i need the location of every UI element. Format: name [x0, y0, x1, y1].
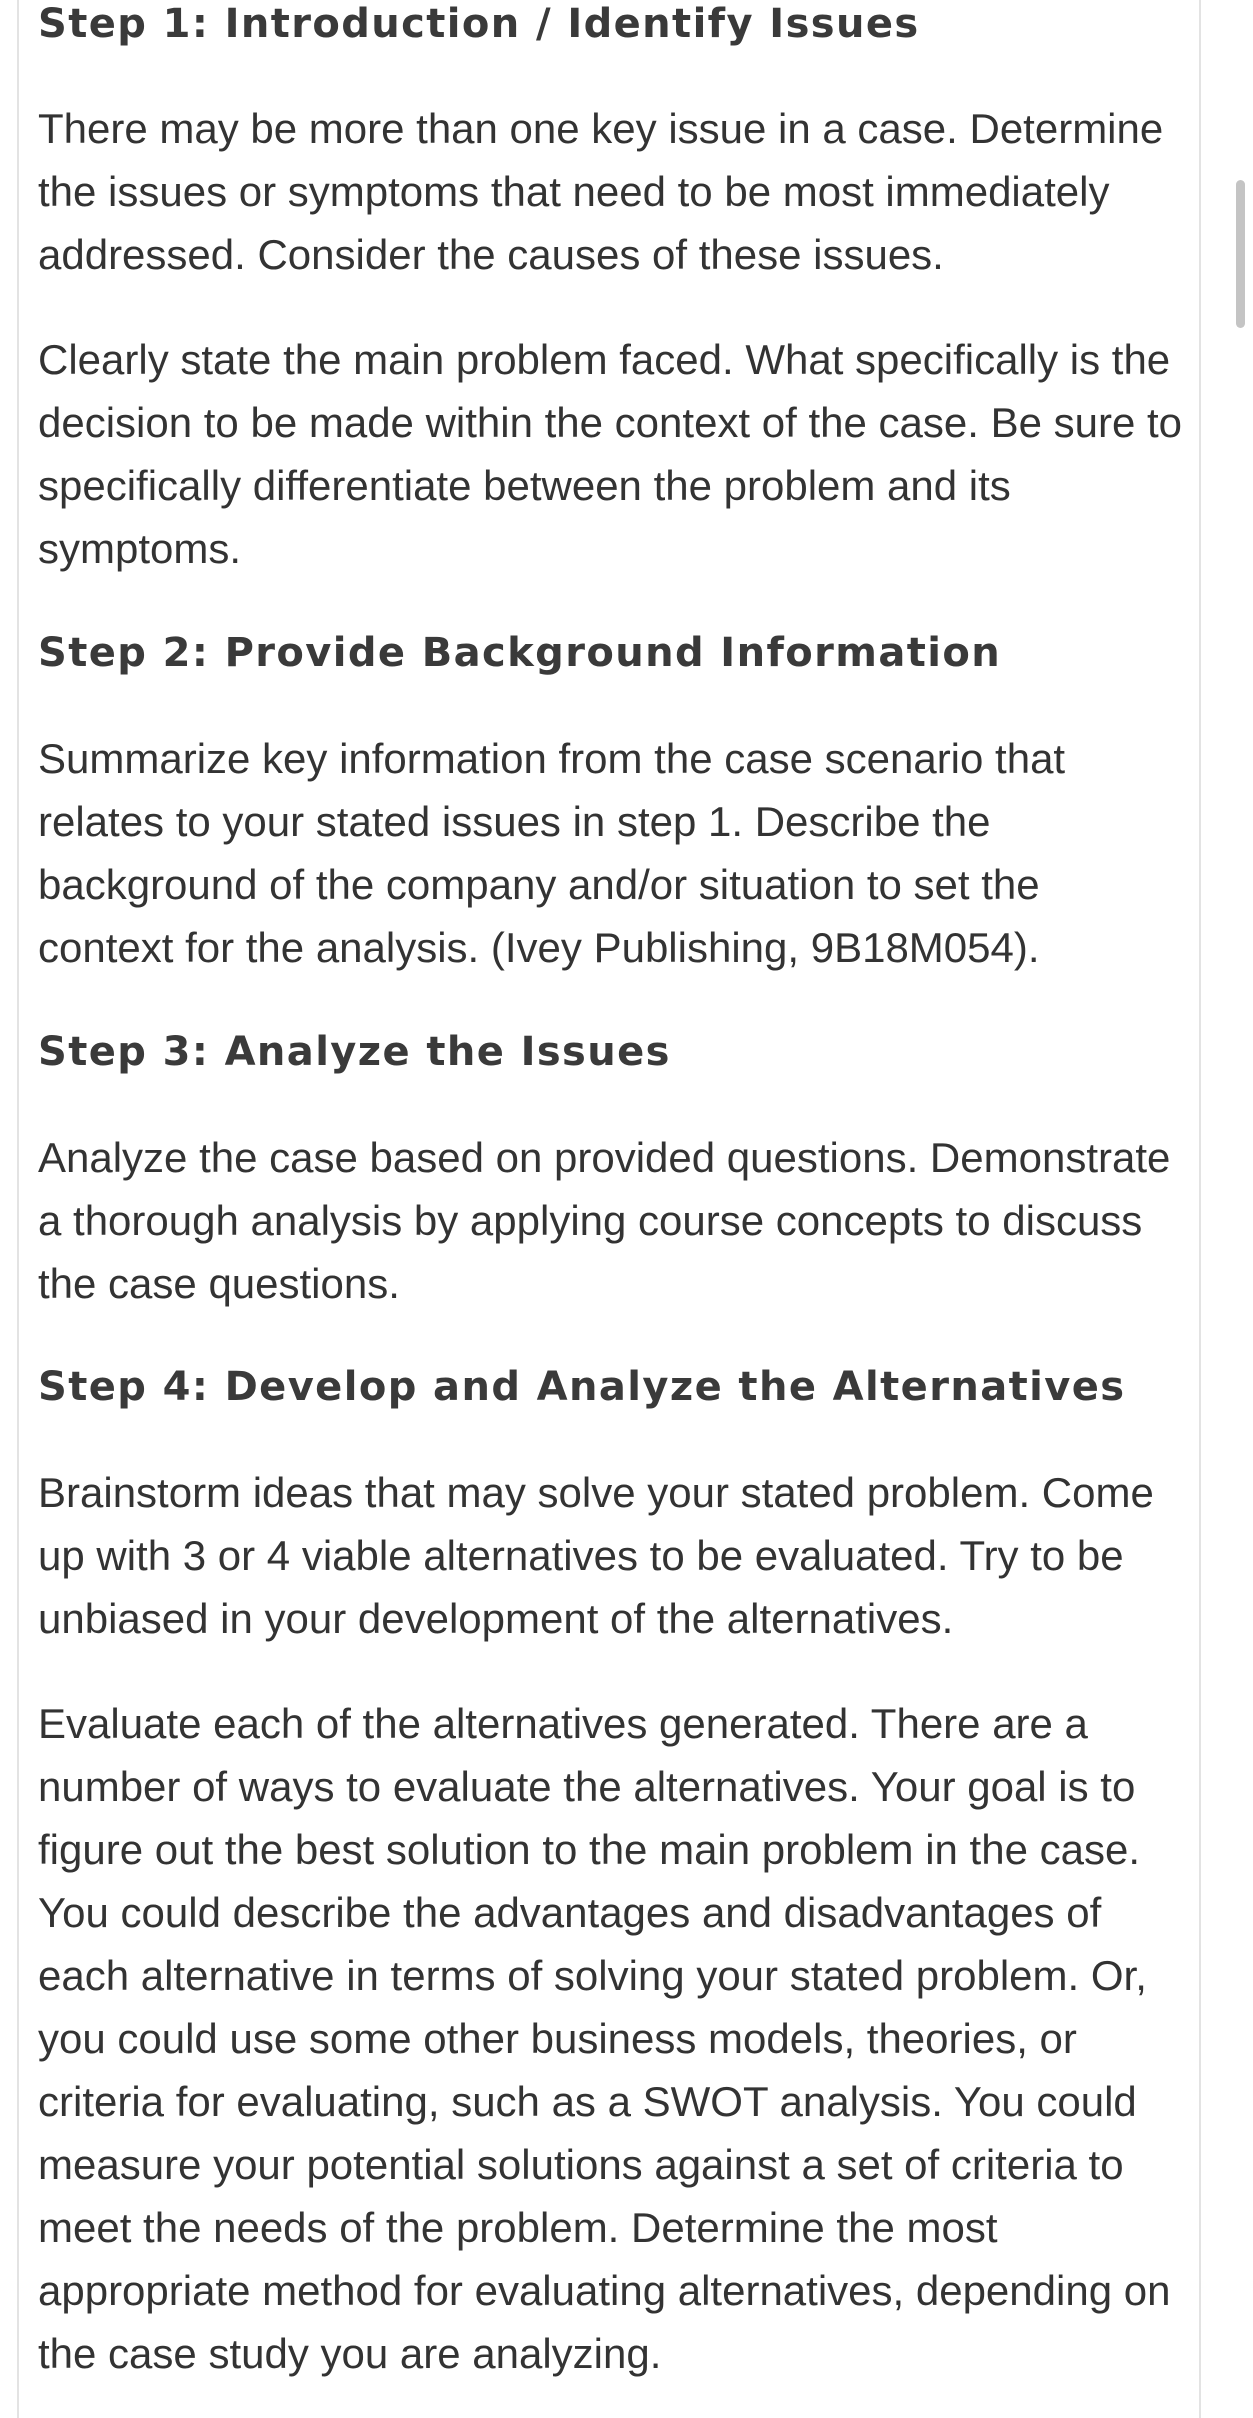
text-line: relates to your stated issues in step 1. Describe the: [38, 798, 991, 845]
text-line: figure out the best solution to the main problem in the case.: [38, 1826, 1140, 1873]
text-line: the case study you are analyzing.: [38, 2330, 662, 2377]
step-4-paragraph-1: [38, 1461, 1154, 1650]
step-2-heading: Step 2: Provide Background Information: [38, 630, 1002, 676]
text-line: criteria for evaluating, such as a SWOT analysis. You could: [38, 2078, 1137, 2125]
step-4-heading: Step 4: Develop and Analyze the Alternatives: [38, 1364, 1126, 1410]
text-line: symptoms.: [38, 525, 242, 572]
scrollbar-thumb[interactable]: [1236, 180, 1245, 328]
text-line: decision to be made within the context of the case. Be sure to: [38, 399, 1183, 446]
text-line: number of ways to evaluate the alternatives. Your goal is to: [38, 1763, 1136, 1810]
text-line: Analyze the case based on provided questions. Demonstrate: [38, 1134, 1171, 1181]
step-1-paragraph-2: [38, 328, 1182, 580]
text-line: you could use some other business models, theories, or: [38, 2015, 1077, 2062]
step-3-heading: Step 3: Analyze the Issues: [38, 1029, 671, 1075]
text-line: appropriate method for evaluating alternatives, depending on: [38, 2267, 1171, 2314]
text-line: unbiased in your development of the alternatives.: [38, 1595, 954, 1642]
text-line: specifically differentiate between the problem and its: [38, 462, 1011, 509]
text-line: You could describe the advantages and disadvantages of: [38, 1889, 1102, 1936]
step-1-heading: Step 1: Introduction / Identify Issues: [38, 1, 920, 47]
text-line: Evaluate each of the alternatives generated. There are a: [38, 1700, 1088, 1747]
step-1-paragraph-1: [38, 97, 1163, 286]
text-line: Brainstorm ideas that may solve your stated problem. Come: [38, 1469, 1154, 1516]
text-line: each alternative in terms of solving your stated problem. Or,: [38, 1952, 1147, 1999]
text-line: Summarize key information from the case scenario that: [38, 735, 1066, 782]
text-line: meet the needs of the problem. Determine the most: [38, 2204, 998, 2251]
text-line: background of the company and/or situation to set the: [38, 861, 1040, 908]
step-3-paragraph-1: [38, 1126, 1170, 1315]
text-line: There may be more than one key issue in a case. Determine: [38, 105, 1164, 152]
step-2-paragraph-1: [38, 727, 1065, 979]
text-line: the issues or symptoms that need to be most immediately: [38, 168, 1110, 215]
text-line: up with 3 or 4 viable alternatives to be evaluated. Try to be: [38, 1532, 1124, 1579]
text-line: addressed. Consider the causes of these issues.: [38, 231, 944, 278]
text-line: the case questions.: [38, 1260, 400, 1307]
text-line: measure your potential solutions against a set of criteria to: [38, 2141, 1124, 2188]
text-line: a thorough analysis by applying course concepts to discuss: [38, 1197, 1143, 1244]
step-4-paragraph-2: [38, 1692, 1170, 2385]
text-line: context for the analysis. (Ivey Publishing, 9B18M054).: [38, 924, 1040, 971]
text-line: Clearly state the main problem faced. What specifically is the: [38, 336, 1171, 383]
